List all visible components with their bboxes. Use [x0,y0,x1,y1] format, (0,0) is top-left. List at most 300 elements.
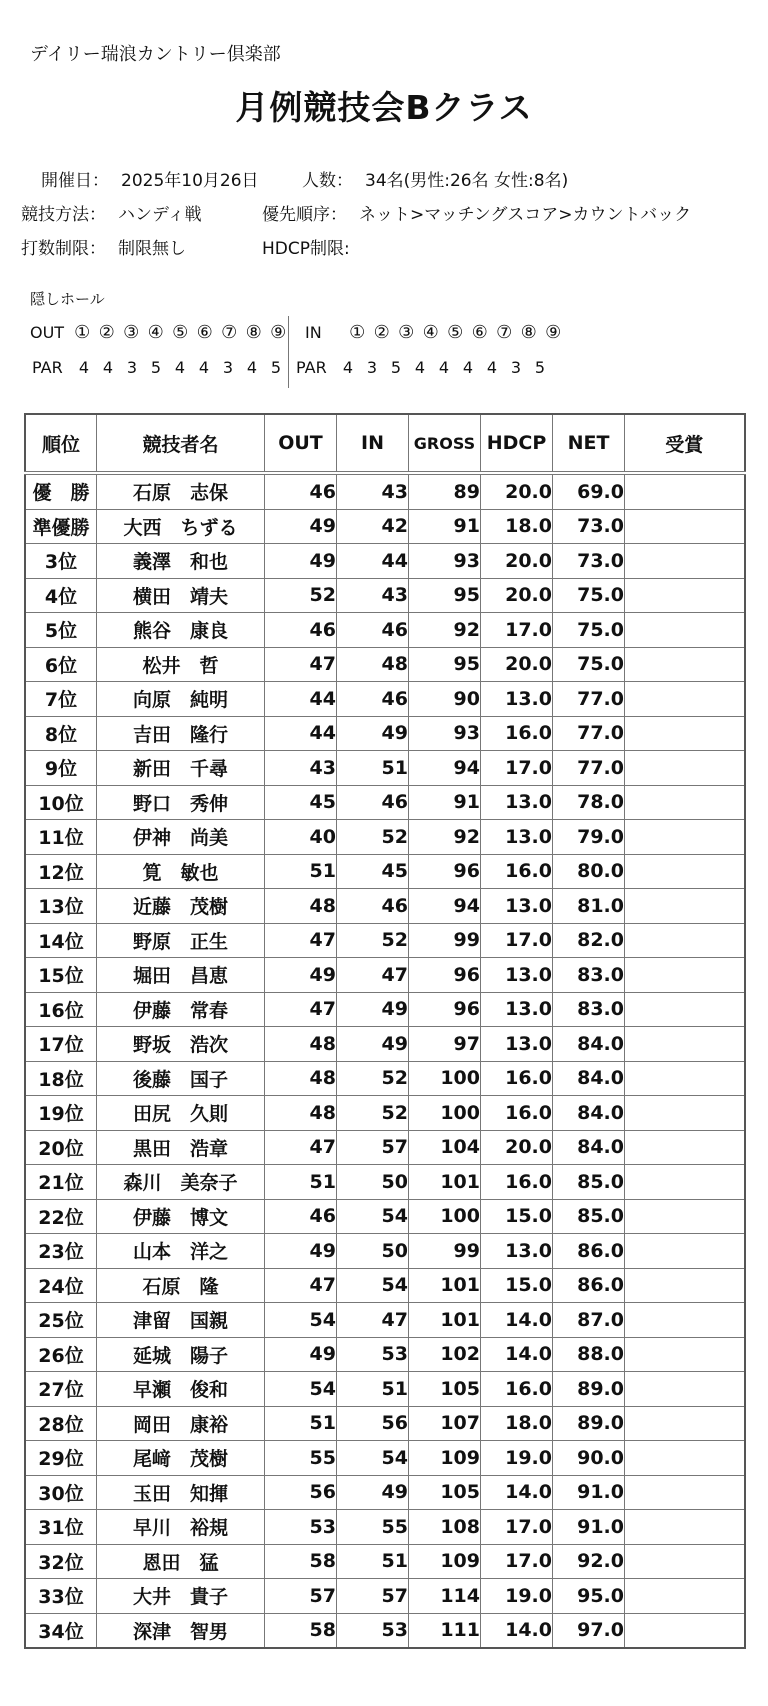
in-score-cell: 49 [337,992,409,1027]
gross-score-cell: 111 [409,1613,481,1648]
in-score-cell: 49 [337,1475,409,1510]
hole-par: 5 [150,358,162,377]
out-score-cell: 48 [265,889,337,924]
out-score-cell: 47 [265,923,337,958]
award-cell [625,1199,745,1234]
out-score-cell: 58 [265,1613,337,1648]
hdcp-cell: 15.0 [481,1199,553,1234]
header-out: OUT [265,414,337,473]
table-row [25,1130,745,1165]
table-row [25,992,745,1027]
award-cell [625,1130,745,1165]
in-score-cell: 50 [337,1234,409,1269]
out-holes-row [30,322,291,343]
rank-cell: 27位 [25,1372,97,1407]
player-name-cell: 義澤 和也 [97,544,265,579]
priority-order [262,200,691,225]
out-score-cell: 55 [265,1441,337,1476]
gross-score-cell: 96 [409,992,481,1027]
player-name-cell: 大井 貴子 [97,1579,265,1614]
rank-cell: 優 勝 [25,473,97,509]
hole-number: ② [373,322,390,343]
hdcp-cell: 13.0 [481,1027,553,1062]
date-label: 開催日： [41,171,109,191]
award-cell [625,1061,745,1096]
hdcp-cell: 13.0 [481,958,553,993]
hole-number: ⑨ [270,322,287,343]
in-score-cell: 49 [337,716,409,751]
rank-cell: 3位 [25,544,97,579]
table-row [25,1544,745,1579]
out-score-cell: 45 [265,785,337,820]
out-score-cell: 43 [265,751,337,786]
net-score-cell: 73.0 [553,544,625,579]
players-label: 人数： [302,171,353,191]
hole-number: ② [98,322,115,343]
out-score-cell: 51 [265,1406,337,1441]
table-row [25,1510,745,1545]
gross-score-cell: 93 [409,544,481,579]
net-score-cell: 92.0 [553,1544,625,1579]
limit-label: 打数制限： [21,239,106,259]
award-cell [625,1544,745,1579]
rank-cell: 6位 [25,647,97,682]
hdcp-cell: 20.0 [481,544,553,579]
table-row [25,544,745,579]
net-score-cell: 75.0 [553,647,625,682]
rank-cell: 28位 [25,1406,97,1441]
table-row [25,785,745,820]
hdcp-cell: 13.0 [481,889,553,924]
net-score-cell: 77.0 [553,751,625,786]
in-score-cell: 49 [337,1027,409,1062]
award-cell [625,1510,745,1545]
hole-par: 4 [198,358,210,377]
in-par-row [296,358,552,377]
limit-value: 制限無し [118,239,186,259]
player-name-cell: 玉田 知揮 [97,1475,265,1510]
net-score-cell: 79.0 [553,820,625,855]
hdcp-cell: 14.0 [481,1475,553,1510]
out-score-cell: 49 [265,544,337,579]
out-score-cell: 52 [265,578,337,613]
out-score-cell: 44 [265,682,337,717]
hdcp-cell: 20.0 [481,578,553,613]
net-score-cell: 81.0 [553,889,625,924]
hdcp-cell: 19.0 [481,1579,553,1614]
hdcp-cell: 15.0 [481,1268,553,1303]
player-name-cell: 吉田 隆行 [97,716,265,751]
out-score-cell: 49 [265,958,337,993]
hdcp-cell: 13.0 [481,682,553,717]
method-label: 競技方法： [21,205,106,225]
hdcp-cell: 19.0 [481,1441,553,1476]
hdcp-cell: 13.0 [481,992,553,1027]
hdcp-cell: 13.0 [481,785,553,820]
table-row [25,958,745,993]
player-name-cell: 山本 洋之 [97,1234,265,1269]
out-score-cell: 44 [265,716,337,751]
hdcp-cell: 14.0 [481,1337,553,1372]
hole-number: ⑧ [520,322,537,343]
table-row [25,923,745,958]
hdcp-cell: 17.0 [481,751,553,786]
table-row [25,820,745,855]
table-row [25,1165,745,1200]
rank-cell: 19位 [25,1096,97,1131]
hole-par: 4 [102,358,114,377]
award-cell [625,1234,745,1269]
out-score-cell: 46 [265,473,337,509]
hole-number: ④ [422,322,439,343]
hole-par: 4 [174,358,186,377]
hdcp-cell: 20.0 [481,1130,553,1165]
hole-par: 4 [342,358,354,377]
out-score-cell: 47 [265,992,337,1027]
in-score-cell: 48 [337,647,409,682]
award-cell [625,578,745,613]
priority-label: 優先順序： [262,205,347,225]
player-name-cell: 黒田 浩章 [97,1130,265,1165]
player-name-cell: 尾﨑 茂樹 [97,1441,265,1476]
par-label: PAR [32,358,63,377]
table-row [25,1613,745,1648]
table-row [25,1234,745,1269]
rank-cell: 32位 [25,1544,97,1579]
par-label: PAR [296,358,327,377]
table-row [25,509,745,544]
table-row [25,1268,745,1303]
rank-cell: 25位 [25,1303,97,1338]
rank-cell: 8位 [25,716,97,751]
out-score-cell: 58 [265,1544,337,1579]
hole-number: ⑤ [447,322,464,343]
player-name-cell: 石原 志保 [97,473,265,509]
player-name-cell: 熊谷 康良 [97,613,265,648]
in-score-cell: 43 [337,473,409,509]
gross-score-cell: 100 [409,1199,481,1234]
player-name-cell: 野坂 浩次 [97,1027,265,1062]
award-cell [625,1303,745,1338]
player-count [302,166,568,191]
award-cell [625,1372,745,1407]
hdcp-cell: 16.0 [481,1096,553,1131]
hole-par: 4 [486,358,498,377]
award-cell [625,682,745,717]
rank-cell: 9位 [25,751,97,786]
rank-cell: 11位 [25,820,97,855]
net-score-cell: 89.0 [553,1406,625,1441]
hdcp-cell: 20.0 [481,647,553,682]
out-in-divider [288,316,289,388]
gross-score-cell: 96 [409,854,481,889]
player-name-cell: 新田 千尋 [97,751,265,786]
rank-cell: 準優勝 [25,509,97,544]
rank-cell: 29位 [25,1441,97,1476]
out-score-cell: 49 [265,1337,337,1372]
out-score-cell: 57 [265,1579,337,1614]
hdcp-limit [262,234,362,259]
out-score-cell: 51 [265,854,337,889]
net-score-cell: 80.0 [553,854,625,889]
net-score-cell: 84.0 [553,1061,625,1096]
table-row [25,613,745,648]
player-name-cell: 森川 美奈子 [97,1165,265,1200]
player-name-cell: 伊神 尚美 [97,820,265,855]
event-date [41,166,259,191]
net-score-cell: 84.0 [553,1096,625,1131]
table-row [25,578,745,613]
in-score-cell: 54 [337,1268,409,1303]
in-score-cell: 51 [337,1544,409,1579]
hdcp-cell: 16.0 [481,1165,553,1200]
gross-score-cell: 101 [409,1303,481,1338]
in-score-cell: 43 [337,578,409,613]
hdcp-cell: 18.0 [481,509,553,544]
net-score-cell: 75.0 [553,578,625,613]
table-row [25,647,745,682]
net-score-cell: 69.0 [553,473,625,509]
rank-cell: 17位 [25,1027,97,1062]
table-row [25,1337,745,1372]
out-score-cell: 56 [265,1475,337,1510]
player-name-cell: 大西 ちずる [97,509,265,544]
in-score-cell: 44 [337,544,409,579]
table-row [25,1027,745,1062]
player-name-cell: 早瀬 俊和 [97,1372,265,1407]
gross-score-cell: 92 [409,613,481,648]
out-score-cell: 54 [265,1372,337,1407]
player-name-cell: 恩田 猛 [97,1544,265,1579]
hole-number: ⑧ [245,322,262,343]
player-name-cell: 後藤 国子 [97,1061,265,1096]
hole-par: 3 [222,358,234,377]
gross-score-cell: 101 [409,1165,481,1200]
in-score-cell: 54 [337,1199,409,1234]
gross-score-cell: 102 [409,1337,481,1372]
hole-number: ⑨ [545,322,562,343]
net-score-cell: 85.0 [553,1165,625,1200]
award-cell [625,958,745,993]
net-score-cell: 83.0 [553,958,625,993]
gross-score-cell: 105 [409,1372,481,1407]
hole-number: ① [74,322,91,343]
net-score-cell: 91.0 [553,1510,625,1545]
player-name-cell: 早川 裕規 [97,1510,265,1545]
header-award: 受賞 [625,414,745,473]
in-score-cell: 46 [337,613,409,648]
gross-score-cell: 108 [409,1510,481,1545]
table-row [25,1061,745,1096]
net-score-cell: 86.0 [553,1268,625,1303]
award-cell [625,854,745,889]
in-score-cell: 57 [337,1579,409,1614]
hole-number: ③ [398,322,415,343]
header-name: 競技者名 [97,414,265,473]
player-name-cell: 津留 国親 [97,1303,265,1338]
hole-number: ④ [147,322,164,343]
competition-method [21,200,202,225]
award-cell [625,992,745,1027]
hdcp-cell: 17.0 [481,1510,553,1545]
award-cell [625,647,745,682]
award-cell [625,473,745,509]
table-row [25,473,745,509]
out-score-cell: 47 [265,647,337,682]
table-row [25,1441,745,1476]
hole-number: ⑤ [172,322,189,343]
gross-score-cell: 100 [409,1061,481,1096]
in-score-cell: 53 [337,1337,409,1372]
rank-cell: 34位 [25,1613,97,1648]
hole-number: ⑦ [221,322,238,343]
net-score-cell: 95.0 [553,1579,625,1614]
rank-cell: 5位 [25,613,97,648]
header-gross: GROSS [409,414,481,473]
hole-par: 4 [438,358,450,377]
in-score-cell: 56 [337,1406,409,1441]
award-cell [625,1337,745,1372]
award-cell [625,1579,745,1614]
date-value: 2025年10月26日 [121,171,259,191]
player-name-cell: 伊藤 博文 [97,1199,265,1234]
method-value: ハンディ戦 [118,205,202,225]
net-score-cell: 82.0 [553,923,625,958]
in-score-cell: 52 [337,923,409,958]
player-name-cell: 堀田 昌恵 [97,958,265,993]
gross-score-cell: 99 [409,1234,481,1269]
page-title: 月例競技会Bクラス [235,88,533,127]
net-score-cell: 78.0 [553,785,625,820]
in-label: IN [305,323,322,342]
hdcp-cell: 16.0 [481,1372,553,1407]
award-cell [625,716,745,751]
hole-par: 4 [246,358,258,377]
in-score-cell: 51 [337,1372,409,1407]
award-cell [625,923,745,958]
award-cell [625,1613,745,1648]
hole-number: ⑥ [196,322,213,343]
rank-cell: 15位 [25,958,97,993]
out-score-cell: 48 [265,1061,337,1096]
hole-par: 3 [366,358,378,377]
award-cell [625,785,745,820]
header-rank: 順位 [25,414,97,473]
award-cell [625,1096,745,1131]
award-cell [625,1268,745,1303]
hole-par: 4 [462,358,474,377]
award-cell [625,1441,745,1476]
net-score-cell: 75.0 [553,613,625,648]
rank-cell: 12位 [25,854,97,889]
table-row [25,1199,745,1234]
hole-par: 5 [390,358,402,377]
player-name-cell: 向原 純明 [97,682,265,717]
out-par-row [32,358,288,377]
in-score-cell: 50 [337,1165,409,1200]
player-name-cell: 伊藤 常春 [97,992,265,1027]
net-score-cell: 86.0 [553,1234,625,1269]
player-name-cell: 岡田 康裕 [97,1406,265,1441]
gross-score-cell: 91 [409,785,481,820]
gross-score-cell: 109 [409,1544,481,1579]
table-row [25,854,745,889]
award-cell [625,544,745,579]
net-score-cell: 77.0 [553,716,625,751]
gross-score-cell: 109 [409,1441,481,1476]
table-row [25,1579,745,1614]
rank-cell: 13位 [25,889,97,924]
rank-cell: 16位 [25,992,97,1027]
hole-number: ③ [123,322,140,343]
player-name-cell: 松井 哲 [97,647,265,682]
header-net: NET [553,414,625,473]
hole-par: 4 [414,358,426,377]
hdcp-cell: 17.0 [481,1544,553,1579]
gross-score-cell: 96 [409,958,481,993]
out-score-cell: 47 [265,1130,337,1165]
award-cell [625,1165,745,1200]
hole-par: 3 [126,358,138,377]
in-score-cell: 45 [337,854,409,889]
net-score-cell: 88.0 [553,1337,625,1372]
out-score-cell: 46 [265,613,337,648]
table-row [25,1372,745,1407]
gross-score-cell: 104 [409,1130,481,1165]
gross-score-cell: 90 [409,682,481,717]
table-row [25,1096,745,1131]
award-cell [625,613,745,648]
out-score-cell: 48 [265,1027,337,1062]
in-score-cell: 51 [337,751,409,786]
gross-score-cell: 101 [409,1268,481,1303]
table-row [25,751,745,786]
net-score-cell: 84.0 [553,1130,625,1165]
in-score-cell: 52 [337,820,409,855]
out-score-cell: 53 [265,1510,337,1545]
net-score-cell: 83.0 [553,992,625,1027]
hole-par: 4 [78,358,90,377]
club-name: デイリー瑞浪カントリー倶楽部 [30,44,281,65]
award-cell [625,889,745,924]
net-score-cell: 84.0 [553,1027,625,1062]
rank-cell: 20位 [25,1130,97,1165]
in-score-cell: 54 [337,1441,409,1476]
award-cell [625,751,745,786]
rank-cell: 22位 [25,1199,97,1234]
player-name-cell: 田尻 久則 [97,1096,265,1131]
in-score-cell: 57 [337,1130,409,1165]
out-score-cell: 54 [265,1303,337,1338]
rank-cell: 26位 [25,1337,97,1372]
net-score-cell: 73.0 [553,509,625,544]
in-score-cell: 46 [337,785,409,820]
rank-cell: 23位 [25,1234,97,1269]
gross-score-cell: 91 [409,509,481,544]
rank-cell: 14位 [25,923,97,958]
net-score-cell: 91.0 [553,1475,625,1510]
in-score-cell: 52 [337,1096,409,1131]
hole-number: ⑥ [471,322,488,343]
results-table [24,413,746,1649]
priority-value: ネット>マッチングスコア>カウントバック [359,205,692,225]
hdcp-limit-label: HDCP制限: [262,239,350,259]
gross-score-cell: 105 [409,1475,481,1510]
in-score-cell: 42 [337,509,409,544]
in-score-cell: 47 [337,958,409,993]
hdcp-cell: 14.0 [481,1303,553,1338]
table-row [25,1303,745,1338]
